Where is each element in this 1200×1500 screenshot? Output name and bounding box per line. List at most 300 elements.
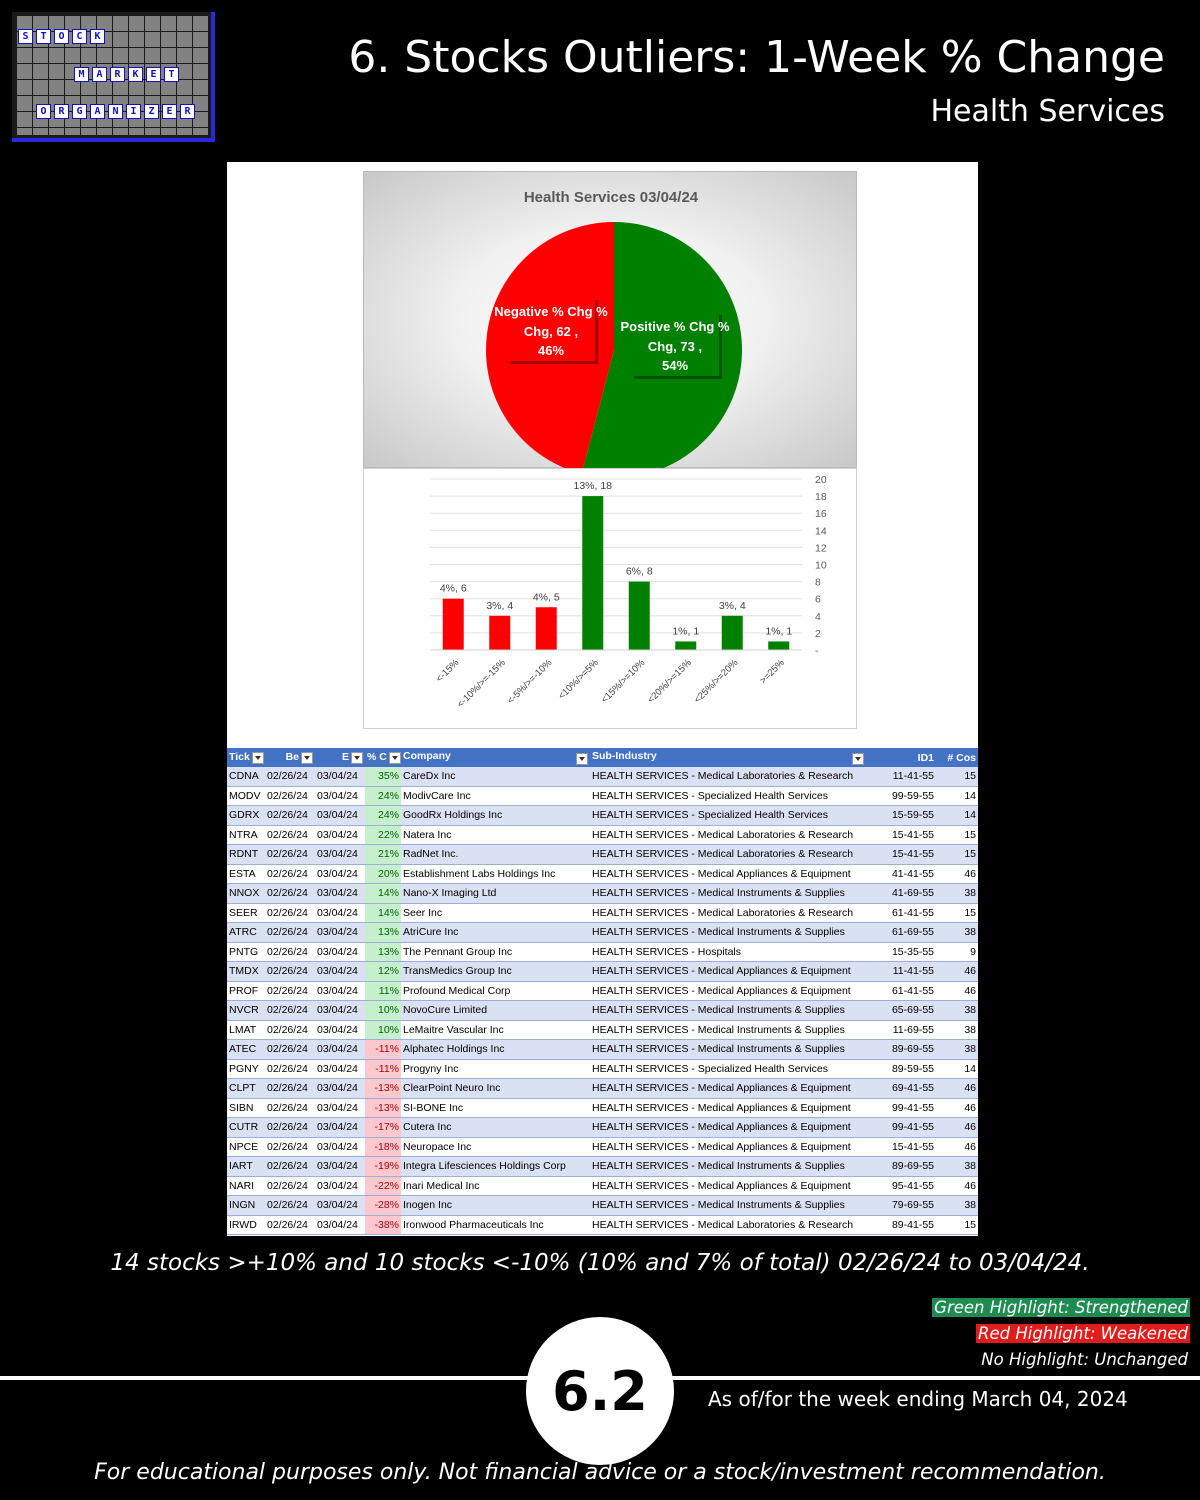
table-row bbox=[227, 1020, 978, 1040]
table-cell: 03/04/24 bbox=[315, 767, 365, 786]
table-cell: 99-41-55 bbox=[866, 1098, 936, 1118]
bar-data-label: 3%, 4 bbox=[486, 599, 514, 612]
bar-y-tick-label: 18 bbox=[815, 491, 827, 504]
filter-dropdown-icon[interactable] bbox=[389, 752, 401, 764]
table-cell: 38 bbox=[936, 1040, 978, 1060]
table-cell: 99-59-55 bbox=[866, 786, 936, 806]
bar-y-tick-label: 10 bbox=[815, 559, 827, 572]
table-cell: HEALTH SERVICES - Specialized Health Services bbox=[590, 806, 866, 826]
table-cell: 61-41-55 bbox=[866, 903, 936, 923]
column-header[interactable] bbox=[315, 748, 365, 767]
table-cell: 03/04/24 bbox=[315, 1137, 365, 1157]
bar-category-label: <10%/>=5% bbox=[556, 657, 601, 702]
table-cell: 9 bbox=[936, 942, 978, 962]
table-row bbox=[227, 845, 978, 865]
table-cell: 02/26/24 bbox=[265, 1196, 315, 1216]
column-header[interactable] bbox=[936, 748, 978, 767]
table-cell: -13% bbox=[365, 1079, 401, 1099]
logo-letter: N bbox=[108, 104, 123, 119]
table-cell: 10% bbox=[365, 1001, 401, 1021]
table-cell: 15 bbox=[936, 1215, 978, 1235]
table-cell: 38 bbox=[936, 1157, 978, 1177]
table-cell: LeMaitre Vascular Inc bbox=[401, 1020, 590, 1040]
table-cell: CDNA bbox=[227, 767, 265, 786]
table-cell: 13% bbox=[365, 942, 401, 962]
table-cell: 89-41-55 bbox=[866, 1215, 936, 1235]
column-header[interactable] bbox=[401, 748, 590, 767]
table-row bbox=[227, 1040, 978, 1060]
bar-y-tick-label: 8 bbox=[815, 576, 821, 589]
table-cell: HEALTH SERVICES - Medical Instruments & Supplies bbox=[590, 1020, 866, 1040]
table-cell: LMAT bbox=[227, 1020, 265, 1040]
table-cell: 14 bbox=[936, 1059, 978, 1079]
logo-letter: R bbox=[110, 67, 125, 82]
table-cell: 79-69-55 bbox=[866, 1196, 936, 1216]
table-cell: 12% bbox=[365, 962, 401, 982]
table-row bbox=[227, 1157, 978, 1177]
page-subtitle: Health Services bbox=[930, 94, 1165, 129]
table-cell: HEALTH SERVICES - Medical Instruments & Supplies bbox=[590, 1157, 866, 1177]
table-cell: HEALTH SERVICES - Specialized Health Services bbox=[590, 786, 866, 806]
logo-word-organizer bbox=[36, 104, 195, 119]
table-cell: HEALTH SERVICES - Medical Instruments & Supplies bbox=[590, 1001, 866, 1021]
table-cell: 02/26/24 bbox=[265, 1157, 315, 1177]
table-cell: 15-59-55 bbox=[866, 806, 936, 826]
column-header-label: E bbox=[341, 751, 349, 764]
logo-letter: O bbox=[54, 29, 69, 44]
table-cell: 38 bbox=[936, 884, 978, 904]
table-cell: 03/04/24 bbox=[315, 1215, 365, 1235]
bar-y-tick-label: 14 bbox=[815, 525, 827, 538]
table-cell: 22% bbox=[365, 825, 401, 845]
table-cell: 03/04/24 bbox=[315, 1098, 365, 1118]
pie-label-percent: 46% bbox=[537, 343, 565, 358]
bar-category-label: <-15% bbox=[433, 657, 462, 685]
table-cell: 02/26/24 bbox=[265, 845, 315, 865]
bar-y-tick-label: 2 bbox=[815, 627, 821, 640]
table-cell: 02/26/24 bbox=[265, 903, 315, 923]
table-cell: NNOX bbox=[227, 884, 265, 904]
filter-dropdown-icon[interactable] bbox=[301, 752, 313, 764]
table-cell: 14 bbox=[936, 786, 978, 806]
table-cell: NovoCure Limited bbox=[401, 1001, 590, 1021]
table-cell: 38 bbox=[936, 1020, 978, 1040]
table-cell: 03/04/24 bbox=[315, 786, 365, 806]
table-cell: HEALTH SERVICES - Medical Instruments & Supplies bbox=[590, 1040, 866, 1060]
table-cell: 03/04/24 bbox=[315, 903, 365, 923]
logo-letter: S bbox=[18, 29, 33, 44]
table-cell: 03/04/24 bbox=[315, 825, 365, 845]
table-cell: 46 bbox=[936, 1176, 978, 1196]
table-cell: 02/26/24 bbox=[265, 786, 315, 806]
table-cell: 46 bbox=[936, 1137, 978, 1157]
stock-market-organizer-logo bbox=[12, 12, 215, 142]
table-cell: -18% bbox=[365, 1137, 401, 1157]
pie-chart-area bbox=[363, 171, 857, 468]
table-cell: 02/26/24 bbox=[265, 884, 315, 904]
table-row bbox=[227, 825, 978, 845]
bar-y-tick-label: 6 bbox=[815, 593, 821, 606]
table-cell: HEALTH SERVICES - Medical Appliances & Equipment bbox=[590, 1098, 866, 1118]
as-of-date: As of/for the week ending March 04, 2024 bbox=[708, 1387, 1128, 1411]
table-cell: 14% bbox=[365, 884, 401, 904]
table-cell: 46 bbox=[936, 1098, 978, 1118]
table-cell: HEALTH SERVICES - Medical Laboratories & Research bbox=[590, 1215, 866, 1235]
table-cell: 99-41-55 bbox=[866, 1118, 936, 1138]
summary-text: 14 stocks >+10% and 10 stocks <-10% (10% and 7% of total) 02/26/24 to 03/04/24. bbox=[110, 1250, 1090, 1276]
column-header[interactable] bbox=[866, 748, 936, 767]
table-cell: -19% bbox=[365, 1157, 401, 1177]
table-cell: 11-41-55 bbox=[866, 767, 936, 786]
table-cell: 02/26/24 bbox=[265, 923, 315, 943]
table-cell: HEALTH SERVICES - Medical Appliances & Equipment bbox=[590, 864, 866, 884]
table-cell: RDNT bbox=[227, 845, 265, 865]
table-row bbox=[227, 1196, 978, 1216]
bar-data-label: 1%, 1 bbox=[672, 625, 700, 638]
table-cell: Progyny Inc bbox=[401, 1059, 590, 1079]
table-cell: HEALTH SERVICES - Medical Instruments & Supplies bbox=[590, 923, 866, 943]
table-row bbox=[227, 786, 978, 806]
table-cell: Alphatec Holdings Inc bbox=[401, 1040, 590, 1060]
table-cell: Establishment Labs Holdings Inc bbox=[401, 864, 590, 884]
table-cell: 03/04/24 bbox=[315, 1079, 365, 1099]
logo-letter: T bbox=[164, 67, 179, 82]
column-header-label: % C bbox=[367, 751, 387, 764]
table-cell: 02/26/24 bbox=[265, 981, 315, 1001]
table-cell: 15-35-55 bbox=[866, 942, 936, 962]
table-cell: CUTR bbox=[227, 1118, 265, 1138]
bar bbox=[536, 607, 557, 650]
filter-dropdown-icon[interactable] bbox=[576, 753, 588, 765]
legend-green-highlight: Green Highlight: Strengthened bbox=[934, 1298, 1188, 1317]
bar bbox=[675, 641, 696, 650]
table-cell: 11-41-55 bbox=[866, 962, 936, 982]
table-cell: HEALTH SERVICES - Medical Appliances & Equipment bbox=[590, 1079, 866, 1099]
column-header-label: # Cos bbox=[947, 751, 976, 764]
bar-category-label: <-10%/>=-15% bbox=[455, 657, 508, 711]
table-cell: -11% bbox=[365, 1040, 401, 1060]
table-cell: 15 bbox=[936, 825, 978, 845]
column-header[interactable] bbox=[227, 748, 265, 767]
logo-letter: R bbox=[180, 104, 195, 119]
column-header[interactable] bbox=[365, 748, 401, 767]
logo-letter: E bbox=[146, 67, 161, 82]
table-cell: HEALTH SERVICES - Medical Instruments & Supplies bbox=[590, 1196, 866, 1216]
table-cell: 15-41-55 bbox=[866, 1137, 936, 1157]
bar-y-tick-label: 20 bbox=[815, 474, 827, 486]
bar-category-label: <20%/>=15% bbox=[645, 657, 694, 706]
table-cell: 11% bbox=[365, 981, 401, 1001]
table-cell: IRWD bbox=[227, 1215, 265, 1235]
table-row bbox=[227, 1059, 978, 1079]
table-cell: 15-41-55 bbox=[866, 845, 936, 865]
table-cell: 03/04/24 bbox=[315, 962, 365, 982]
column-header-label: Sub-Industry bbox=[592, 750, 657, 762]
table-cell: 95-41-55 bbox=[866, 1176, 936, 1196]
table-cell: Nano-X Imaging Ltd bbox=[401, 884, 590, 904]
table-cell: INGN bbox=[227, 1196, 265, 1216]
table-row bbox=[227, 1137, 978, 1157]
filter-dropdown-icon[interactable] bbox=[252, 752, 264, 764]
bar-y-tick-label: 12 bbox=[815, 542, 827, 555]
table-cell: 02/26/24 bbox=[265, 1098, 315, 1118]
bar-data-label: 13%, 18 bbox=[573, 480, 613, 493]
table-cell: 21% bbox=[365, 845, 401, 865]
table-cell: 03/04/24 bbox=[315, 942, 365, 962]
table-cell: 13% bbox=[365, 923, 401, 943]
bar-y-tick-label: - bbox=[815, 645, 819, 657]
table-cell: 14% bbox=[365, 903, 401, 923]
table-cell: NARI bbox=[227, 1176, 265, 1196]
bar-y-tick-label: 16 bbox=[815, 508, 827, 521]
table-cell: 03/04/24 bbox=[315, 1157, 365, 1177]
bar bbox=[722, 616, 743, 650]
filter-dropdown-icon[interactable] bbox=[351, 752, 363, 764]
table-cell: SEER bbox=[227, 903, 265, 923]
table-cell: 41-41-55 bbox=[866, 864, 936, 884]
table-cell: The Pennant Group Inc bbox=[401, 942, 590, 962]
table-cell: HEALTH SERVICES - Medical Instruments & Supplies bbox=[590, 884, 866, 904]
table-cell: 02/26/24 bbox=[265, 1059, 315, 1079]
logo-letter: A bbox=[92, 67, 107, 82]
legend-red-highlight: Red Highlight: Weakened bbox=[978, 1324, 1188, 1343]
table-cell: 15 bbox=[936, 845, 978, 865]
table-cell: RadNet Inc. bbox=[401, 845, 590, 865]
table-cell: 03/04/24 bbox=[315, 806, 365, 826]
table-cell: 02/26/24 bbox=[265, 942, 315, 962]
table-cell: -11% bbox=[365, 1059, 401, 1079]
page-number-badge: 6.2 bbox=[526, 1317, 674, 1465]
bar-data-label: 6%, 8 bbox=[625, 565, 653, 578]
bar bbox=[582, 496, 603, 650]
table-cell: 03/04/24 bbox=[315, 923, 365, 943]
table-cell: 03/04/24 bbox=[315, 1001, 365, 1021]
disclaimer-text: For educational purposes only. Not financial advice or a stock/investment recommendation. bbox=[94, 1460, 1106, 1485]
table-cell: NTRA bbox=[227, 825, 265, 845]
table-cell: HEALTH SERVICES - Medical Laboratories & Research bbox=[590, 845, 866, 865]
table-cell: 61-69-55 bbox=[866, 923, 936, 943]
table-cell: 02/26/24 bbox=[265, 1020, 315, 1040]
table-row bbox=[227, 962, 978, 982]
column-header[interactable] bbox=[590, 748, 866, 767]
table-cell: 02/26/24 bbox=[265, 962, 315, 982]
table-cell: Inari Medical Inc bbox=[401, 1176, 590, 1196]
table-cell: SIBN bbox=[227, 1098, 265, 1118]
table-cell: GDRX bbox=[227, 806, 265, 826]
table-cell: NVCR bbox=[227, 1001, 265, 1021]
table-cell: NPCE bbox=[227, 1137, 265, 1157]
logo-letter: A bbox=[90, 104, 105, 119]
table-cell: CLPT bbox=[227, 1079, 265, 1099]
table-cell: 65-69-55 bbox=[866, 1001, 936, 1021]
table-cell: 46 bbox=[936, 1118, 978, 1138]
table-cell: SI-BONE Inc bbox=[401, 1098, 590, 1118]
logo-letter: Z bbox=[144, 104, 159, 119]
table-cell: 46 bbox=[936, 864, 978, 884]
table-row bbox=[227, 767, 978, 786]
legend-no-highlight: No Highlight: Unchanged bbox=[981, 1350, 1188, 1369]
table-cell: -38% bbox=[365, 1215, 401, 1235]
table-cell: 35% bbox=[365, 767, 401, 786]
table-cell: 10% bbox=[365, 1020, 401, 1040]
table-cell: 02/26/24 bbox=[265, 825, 315, 845]
table-cell: 03/04/24 bbox=[315, 1020, 365, 1040]
table-cell: 15-41-55 bbox=[866, 825, 936, 845]
bar bbox=[443, 599, 464, 650]
table-cell: 24% bbox=[365, 786, 401, 806]
table-cell: 02/26/24 bbox=[265, 767, 315, 786]
table-cell: HEALTH SERVICES - Specialized Health Services bbox=[590, 1059, 866, 1079]
table-row bbox=[227, 1176, 978, 1196]
pie-title: Health Services 03/04/24 bbox=[523, 189, 699, 206]
logo-letter: K bbox=[90, 29, 105, 44]
table-row bbox=[227, 864, 978, 884]
pie-label-percent: 54% bbox=[661, 358, 689, 373]
table-cell: 14 bbox=[936, 806, 978, 826]
logo-letter: T bbox=[36, 29, 51, 44]
logo-letter: K bbox=[128, 67, 143, 82]
table-cell: HEALTH SERVICES - Hospitals bbox=[590, 942, 866, 962]
column-header-label: Be bbox=[285, 751, 299, 764]
table-row bbox=[227, 1215, 978, 1235]
pie-label-positive bbox=[620, 312, 730, 379]
pie-label-name: Positive % Chg % bbox=[620, 319, 730, 334]
pie-label-negative bbox=[494, 297, 608, 364]
table-cell: 89-59-55 bbox=[866, 1059, 936, 1079]
table-cell: 02/26/24 bbox=[265, 1079, 315, 1099]
bar bbox=[768, 641, 789, 650]
bar bbox=[629, 582, 650, 650]
table-cell: 46 bbox=[936, 962, 978, 982]
table-cell: 46 bbox=[936, 1079, 978, 1099]
bar-data-label: 1%, 1 bbox=[765, 625, 793, 638]
table-cell: 02/26/24 bbox=[265, 1001, 315, 1021]
page-title: 6. Stocks Outliers: 1-Week % Change bbox=[348, 32, 1165, 83]
column-header-label: Company bbox=[403, 750, 451, 762]
table-cell: GoodRx Holdings Inc bbox=[401, 806, 590, 826]
logo-letter: E bbox=[162, 104, 177, 119]
table-cell: CareDx Inc bbox=[401, 767, 590, 786]
logo-word-stock bbox=[18, 29, 105, 44]
table-cell: Ironwood Pharmaceuticals Inc bbox=[401, 1215, 590, 1235]
table-body bbox=[227, 767, 978, 1235]
table-cell: 02/26/24 bbox=[265, 1176, 315, 1196]
table-cell: -17% bbox=[365, 1118, 401, 1138]
table-cell: 38 bbox=[936, 1196, 978, 1216]
table-cell: 38 bbox=[936, 1001, 978, 1021]
pie-label-value: Chg, 73 , bbox=[647, 339, 703, 354]
table-cell: IART bbox=[227, 1157, 265, 1177]
bar-y-tick-label: 4 bbox=[815, 610, 821, 623]
pie-label-value: Chg, 62 , bbox=[523, 324, 579, 339]
bar-data-label: 3%, 4 bbox=[718, 599, 746, 612]
table-cell: Natera Inc bbox=[401, 825, 590, 845]
table-cell: 03/04/24 bbox=[315, 981, 365, 1001]
table-row bbox=[227, 1079, 978, 1099]
table-row bbox=[227, 884, 978, 904]
table-cell: 02/26/24 bbox=[265, 864, 315, 884]
table-cell: HEALTH SERVICES - Medical Appliances & Equipment bbox=[590, 1137, 866, 1157]
bar bbox=[489, 616, 510, 650]
table-header-row bbox=[227, 748, 978, 767]
outliers-table bbox=[227, 748, 978, 1235]
table-cell: 02/26/24 bbox=[265, 806, 315, 826]
table-row bbox=[227, 1098, 978, 1118]
table-cell: 15 bbox=[936, 767, 978, 786]
table-cell: 02/26/24 bbox=[265, 1215, 315, 1235]
table-cell: Neuropace Inc bbox=[401, 1137, 590, 1157]
table-cell: 46 bbox=[936, 981, 978, 1001]
table-cell: 03/04/24 bbox=[315, 1118, 365, 1138]
table-cell: 20% bbox=[365, 864, 401, 884]
table-cell: -13% bbox=[365, 1098, 401, 1118]
table-cell: 03/04/24 bbox=[315, 1196, 365, 1216]
bar-data-label: 4%, 5 bbox=[532, 591, 560, 604]
table-cell: HEALTH SERVICES - Medical Laboratories & Research bbox=[590, 767, 866, 786]
table-row bbox=[227, 903, 978, 923]
table-cell: Inogen Inc bbox=[401, 1196, 590, 1216]
logo-letter: R bbox=[54, 104, 69, 119]
bar-category-label: >=25% bbox=[757, 657, 787, 687]
column-header[interactable] bbox=[265, 748, 315, 767]
table-cell: 03/04/24 bbox=[315, 1176, 365, 1196]
table-cell: PNTG bbox=[227, 942, 265, 962]
table-cell: 02/26/24 bbox=[265, 1118, 315, 1138]
column-header-label: Tick bbox=[229, 751, 250, 764]
table-row bbox=[227, 981, 978, 1001]
table-cell: Cutera Inc bbox=[401, 1118, 590, 1138]
table-cell: 89-69-55 bbox=[866, 1040, 936, 1060]
table-cell: ModivCare Inc bbox=[401, 786, 590, 806]
bar-category-label: <15%/>=10% bbox=[599, 657, 648, 706]
table-cell: -22% bbox=[365, 1176, 401, 1196]
table-cell: ClearPoint Neuro Inc bbox=[401, 1079, 590, 1099]
table-cell: 02/26/24 bbox=[265, 1040, 315, 1060]
table-cell: PGNY bbox=[227, 1059, 265, 1079]
logo-letter: M bbox=[74, 67, 89, 82]
table-cell: ATRC bbox=[227, 923, 265, 943]
table-cell: 03/04/24 bbox=[315, 884, 365, 904]
bar-category-label: <-5%/>=-10% bbox=[505, 657, 555, 707]
table-cell: 15 bbox=[936, 903, 978, 923]
table-cell: HEALTH SERVICES - Medical Appliances & Equipment bbox=[590, 1176, 866, 1196]
table-cell: PROF bbox=[227, 981, 265, 1001]
table-cell: 41-69-55 bbox=[866, 884, 936, 904]
pie-label-name: Negative % Chg % bbox=[494, 304, 608, 319]
table-cell: ATEC bbox=[227, 1040, 265, 1060]
bar-chart bbox=[364, 469, 858, 730]
table-cell: 03/04/24 bbox=[315, 864, 365, 884]
table-row bbox=[227, 942, 978, 962]
table-cell: 11-69-55 bbox=[866, 1020, 936, 1040]
logo-letter: I bbox=[126, 104, 141, 119]
table-row bbox=[227, 806, 978, 826]
pie-chart bbox=[364, 172, 858, 469]
table-cell: 03/04/24 bbox=[315, 1040, 365, 1060]
filter-dropdown-icon[interactable] bbox=[852, 753, 864, 765]
table-cell: Integra Lifesciences Holdings Corp bbox=[401, 1157, 590, 1177]
bar-chart-area bbox=[363, 468, 857, 729]
table-cell: 69-41-55 bbox=[866, 1079, 936, 1099]
table-cell: -28% bbox=[365, 1196, 401, 1216]
table-cell: Profound Medical Corp bbox=[401, 981, 590, 1001]
table-cell: AtriCure Inc bbox=[401, 923, 590, 943]
bar-data-label: 4%, 6 bbox=[439, 582, 467, 595]
table-cell: 61-41-55 bbox=[866, 981, 936, 1001]
table-cell: TMDX bbox=[227, 962, 265, 982]
logo-letter: O bbox=[36, 104, 51, 119]
table-cell: HEALTH SERVICES - Medical Laboratories & Research bbox=[590, 903, 866, 923]
